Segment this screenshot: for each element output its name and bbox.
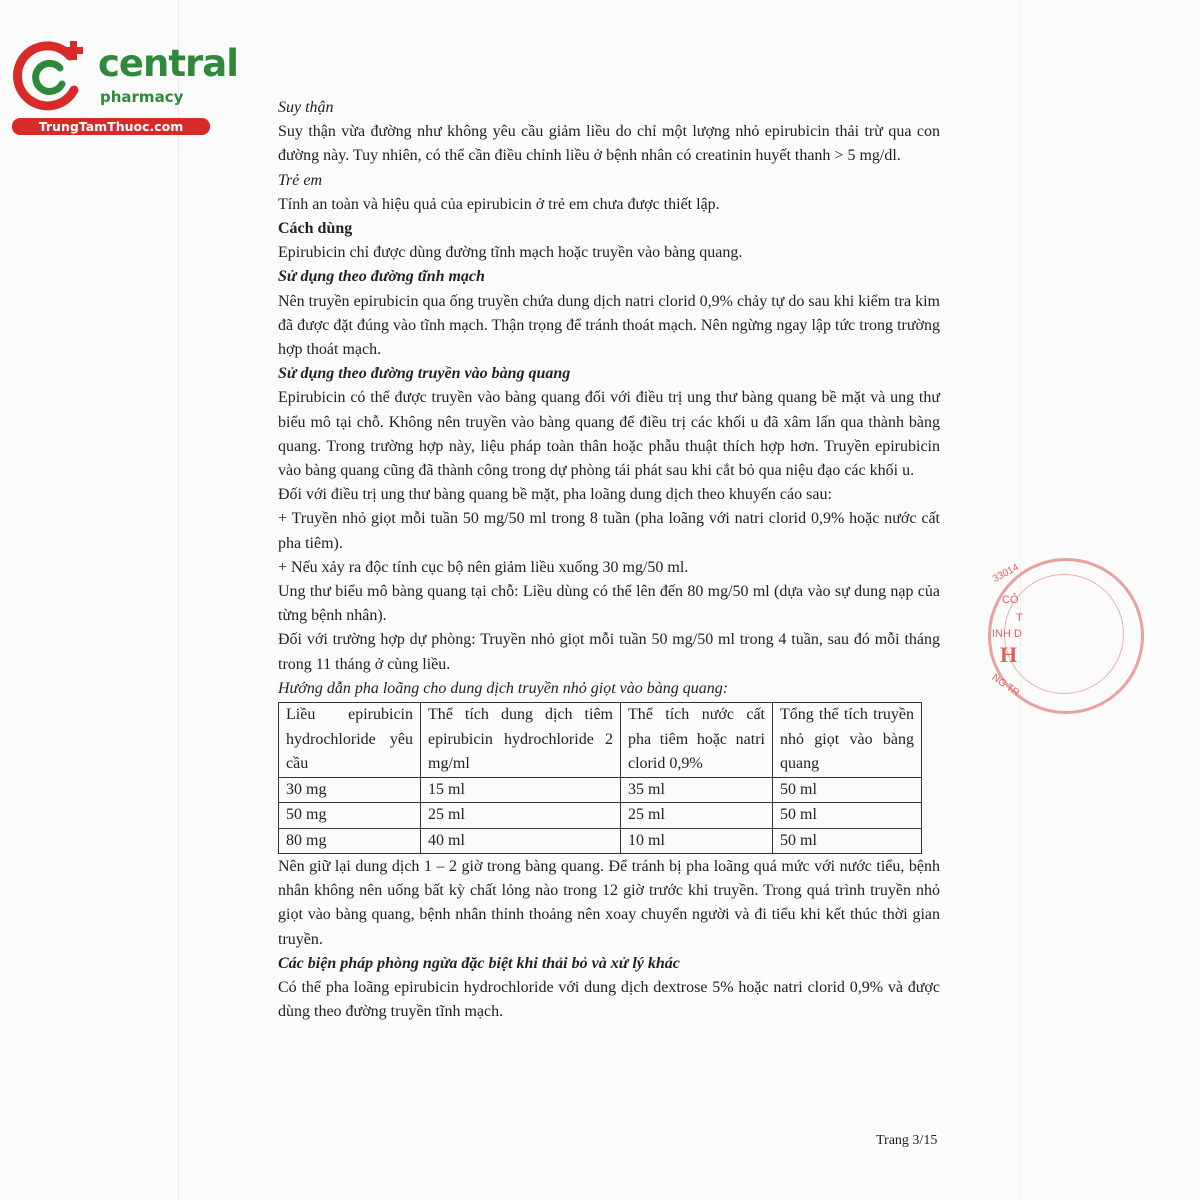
paragraph-plus-2: + Nếu xảy ra độc tính cục bộ nên giảm liều xuống 30 mg/50 ml. [278,558,689,576]
paragraph-bien-phap: Có thể pha loãng epirubicin hydrochloride với dung dịch dextrose 5% hoặc natri clorid 0,9% và được dùng theo đường truyền tĩnh mạch. [278,979,940,1021]
document-body [278,96,940,1025]
table-caption: Hướng dẫn pha loãng cho dung dịch truyền nhỏ giọt vào bàng quang: [278,679,729,697]
logo-brand: central [98,42,238,85]
table-cell: 35 ml [621,777,773,803]
dilution-table [278,702,922,854]
table-cell: 50 ml [773,803,922,829]
heading-suy-than: Suy thận [278,99,334,116]
stamp-text: NG TR [989,672,1022,699]
stamp-code: 33014 [991,562,1021,585]
stamp-text: H [1000,642,1018,667]
scan-edge [178,0,179,1200]
paragraph-suy-than: Suy thận vừa đường như không yêu cầu giảm liều do chỉ một lượng nhỏ epirubicin thải trừ qua con đường này. Tuy nhiên, có thể cần điều chỉnh liều ở bệnh nhân có creatinin huyết thanh > 5 mg/dl. [278,123,940,165]
stamp-text: INH D [992,628,1022,640]
paragraph-du-phong: Đối với trường hợp dự phòng: Truyền nhỏ giọt mỗi tuần 50 mg/50 ml trong 4 tuần, sau đó mỗi tháng trong 11 tháng ở cùng liều. [278,631,940,673]
table-header-cell: Liều epirubicin hydrochloride yêu cầu [279,703,421,778]
table-header-cell: Tổng thể tích truyền nhỏ giọt vào bàng quang [773,703,922,778]
table-cell: 15 ml [421,777,621,803]
paragraph-tinh-mach: Nên truyền epirubicin qua ống truyền chứa dung dịch natri clorid 0,9% chảy tự do sau khi kiểm tra kim đã được đặt đúng vào tĩnh mạch. Thận trọng để tránh thoát mạch. Nên ngừng ngay lập tức trong trường hợp thoát mạch. [278,292,940,359]
page-number: Trang 3/15 [876,1133,938,1148]
central-pharmacy-logo[interactable] [10,38,238,138]
table-header-cell: Thể tích dung dịch tiêm epirubicin hydrochloride 2 mg/ml [421,703,621,778]
table-cell: 50 mg [279,803,421,829]
logo-subtitle: pharmacy [100,88,184,106]
table-cell: 50 ml [773,828,922,854]
stamp-text: T [1016,612,1023,624]
paragraph-bang-quang: Epirubicin có thể được truyền vào bàng quang đối với điều trị ung thư bàng quang bề mặt và ung thư biểu mô tại chỗ. Không nên truyền vào bàng quang để điều trị các khối u đã xâm lấn qua thành bàng quang. Trong trường hợp này, liệu pháp toàn thân hoặc phẫu thuật thích hợp hơn. Truyền epirubicin vào bàng quang cũng đã thành công trong dự phòng tái phát sau khi cắt bỏ qua niệu đạo các khối u. [278,389,940,480]
heading-bien-phap: Các biện pháp phòng ngừa đặc biệt khi thải bỏ và xử lý khác [278,954,680,972]
table-cell: 25 ml [421,803,621,829]
table-row [279,828,922,854]
table-row [279,777,922,803]
heading-tre-em: Trẻ em [278,171,322,189]
stamp-text: CÔ [1002,594,1019,606]
paragraph-giu-lai: Nên giữ lại dung dịch 1 – 2 giờ trong bàng quang. Để tránh bị pha loãng quá mức với nước tiểu, bệnh nhân không nên uống bất kỳ chất lỏng nào trong 12 giờ trước khi truyền. Trong quá trình truyền nhỏ giọt vào bàng quang, bệnh nhân thỉnh thoảng nên xoay chuyển người và đi tiểu khi kết thúc thời gian truyền. [278,858,940,948]
table-header-row [279,703,922,778]
heading-tinh-mach: Sử dụng theo đường tĩnh mạch [278,268,485,286]
paragraph-be-mat: Đối với điều trị ung thư bàng quang bề mặt, pha loãng dung dịch theo khuyến cáo sau: [278,486,832,504]
table-cell: 25 ml [621,803,773,829]
paragraph-tre-em: Tính an toàn và hiệu quả của epirubicin ở trẻ em chưa được thiết lập. [278,195,720,213]
heading-bang-quang: Sử dụng theo đường truyền vào bàng quang [278,365,571,383]
company-stamp [960,540,1200,740]
logo-site-link[interactable]: TrungTamThuoc.com [12,118,210,135]
pharmacy-cross-icon [10,38,90,114]
table-header-cell: Thể tích nước cất pha tiêm hoặc natri clorid 0,9% [621,703,773,778]
paragraph-cach-dung: Epirubicin chỉ được dùng đường tĩnh mạch hoặc truyền vào bàng quang. [278,244,743,262]
table-cell: 40 ml [421,828,621,854]
heading-cach-dung: Cách dùng [278,220,353,238]
table-row [279,803,922,829]
paragraph-tai-cho: Ung thư biểu mô bàng quang tại chỗ: Liều dùng có thể lên đến 80 mg/50 ml (dựa vào sự dung nạp của từng bệnh nhân). [278,583,940,625]
table-cell: 80 mg [279,828,421,854]
table-cell: 50 ml [773,777,922,803]
table-cell: 30 mg [279,777,421,803]
paragraph-plus-1: + Truyền nhỏ giọt mỗi tuần 50 mg/50 ml trong 8 tuần (pha loãng với natri clorid 0,9% hoặc nước cất pha tiêm). [278,510,940,552]
table-cell: 10 ml [621,828,773,854]
